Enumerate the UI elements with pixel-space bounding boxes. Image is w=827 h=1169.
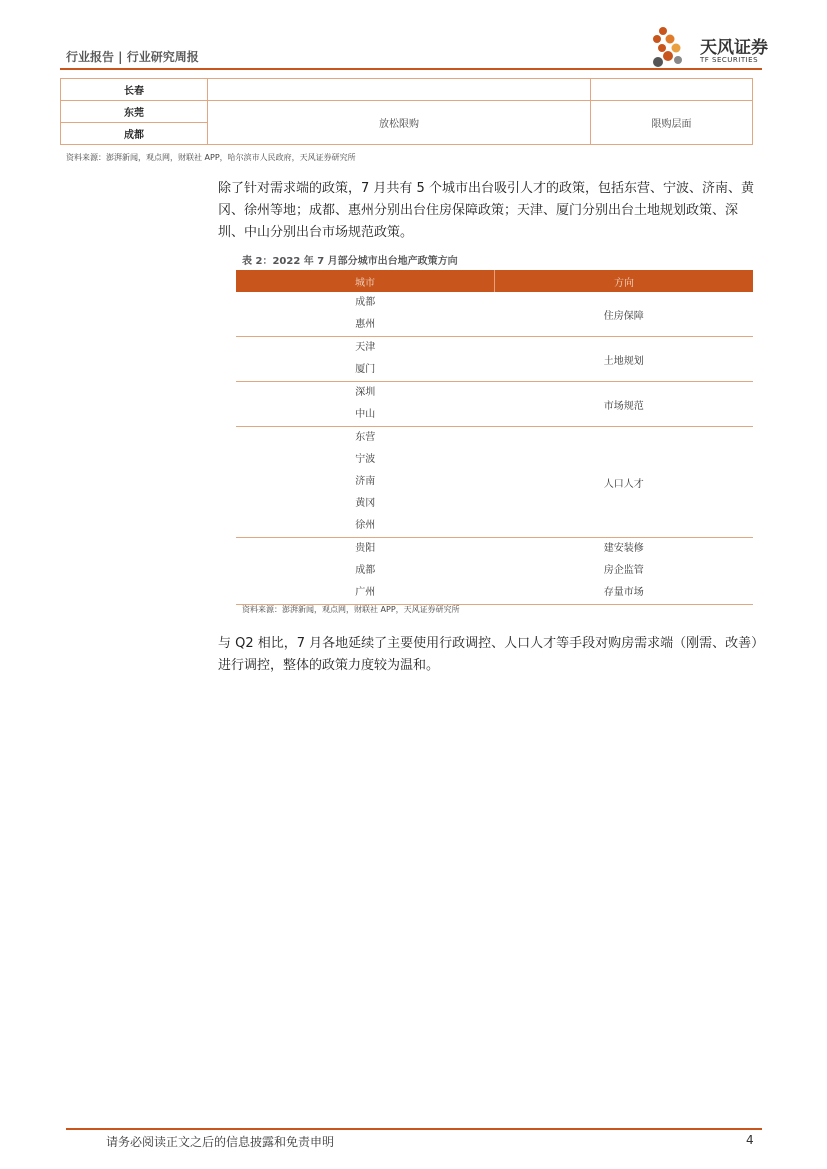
body-paragraph-1: 除了针对需求端的政策，7 月共有 5 个城市出台吸引人才的政策，包括东营、宁波、济南、黄冈、徐州等地；成都、惠州分别出台住房保障政策；天津、厦门分别出台土地规划政策、深圳、中山分别出台市场规范政策。 xyxy=(218,181,754,240)
table2-caption: 表 2：2022 年 7 月部分城市出台地产政策方向 xyxy=(242,256,458,267)
table-row xyxy=(236,292,753,337)
policy-direction: 住房保障 xyxy=(495,292,754,337)
page-number: 4 xyxy=(746,1133,754,1147)
table-cell-level: 限购层面 xyxy=(591,101,753,145)
table-cell-city: 东莞 xyxy=(61,101,208,123)
table2-source-note: 资料来源：澎湃新闻，观点网，财联社 APP，天风证券研究所 xyxy=(242,605,460,614)
city-name: 成都 xyxy=(355,565,376,576)
policy-direction: 建安装修 xyxy=(603,543,644,554)
table-row xyxy=(236,538,753,605)
city-name: 宁波 xyxy=(355,454,376,465)
policy-direction: 存量市场 xyxy=(603,587,644,598)
table-cell-policy: 放松限购 xyxy=(208,101,591,145)
table1-source-note: 资料来源：澎湃新闻，观点网，财联社 APP，哈尔滨市人民政府，天风证券研究所 xyxy=(66,153,356,162)
policy-direction: 房企监管 xyxy=(603,565,644,576)
footer-divider xyxy=(66,1128,762,1130)
city-name: 中山 xyxy=(355,409,376,420)
policy-direction: 市场规范 xyxy=(495,382,754,427)
policy-direction-table xyxy=(236,270,753,605)
table-row xyxy=(236,382,753,427)
city-name: 东营 xyxy=(355,432,376,443)
table-header-row xyxy=(236,270,753,292)
city-name: 厦门 xyxy=(355,364,376,375)
table-cell-city: 成都 xyxy=(61,123,208,145)
city-name: 惠州 xyxy=(355,319,376,330)
table-row xyxy=(61,101,753,123)
table-row xyxy=(236,427,753,538)
policy-direction: 土地规划 xyxy=(495,337,754,382)
city-name: 济南 xyxy=(355,476,376,487)
header-divider xyxy=(60,68,762,70)
table-cell-empty xyxy=(591,79,753,101)
city-name: 广州 xyxy=(355,587,376,598)
city-name: 徐州 xyxy=(355,520,376,531)
policy-table-continued xyxy=(60,78,753,145)
city-name: 贵阳 xyxy=(355,543,376,554)
city-name: 深圳 xyxy=(355,387,376,398)
table-cell-empty xyxy=(208,79,591,101)
city-name: 黄冈 xyxy=(355,498,376,509)
company-logo-subtext: TF SECURITIES xyxy=(700,56,759,64)
policy-direction: 人口人才 xyxy=(495,427,754,538)
body-paragraph-2: 与 Q2 相比，7 月各地延续了主要使用行政调控、人口人才等手段对购房需求端（刚需、改善）进行调控，整体的政策力度较为温和。 xyxy=(218,636,758,673)
column-header-direction: 方向 xyxy=(495,270,754,292)
report-header-title: 行业报告 | 行业研究周报 xyxy=(66,50,199,64)
city-name: 天津 xyxy=(355,342,376,353)
table-row xyxy=(236,337,753,382)
city-name: 成都 xyxy=(355,297,376,308)
footer-disclaimer: 请务必阅读正文之后的信息披露和免责申明 xyxy=(106,1135,335,1149)
company-logo-text: 天风证券 xyxy=(700,38,768,58)
table-row xyxy=(61,79,753,101)
column-header-city: 城市 xyxy=(236,270,495,292)
table-cell-city: 长春 xyxy=(61,79,208,101)
